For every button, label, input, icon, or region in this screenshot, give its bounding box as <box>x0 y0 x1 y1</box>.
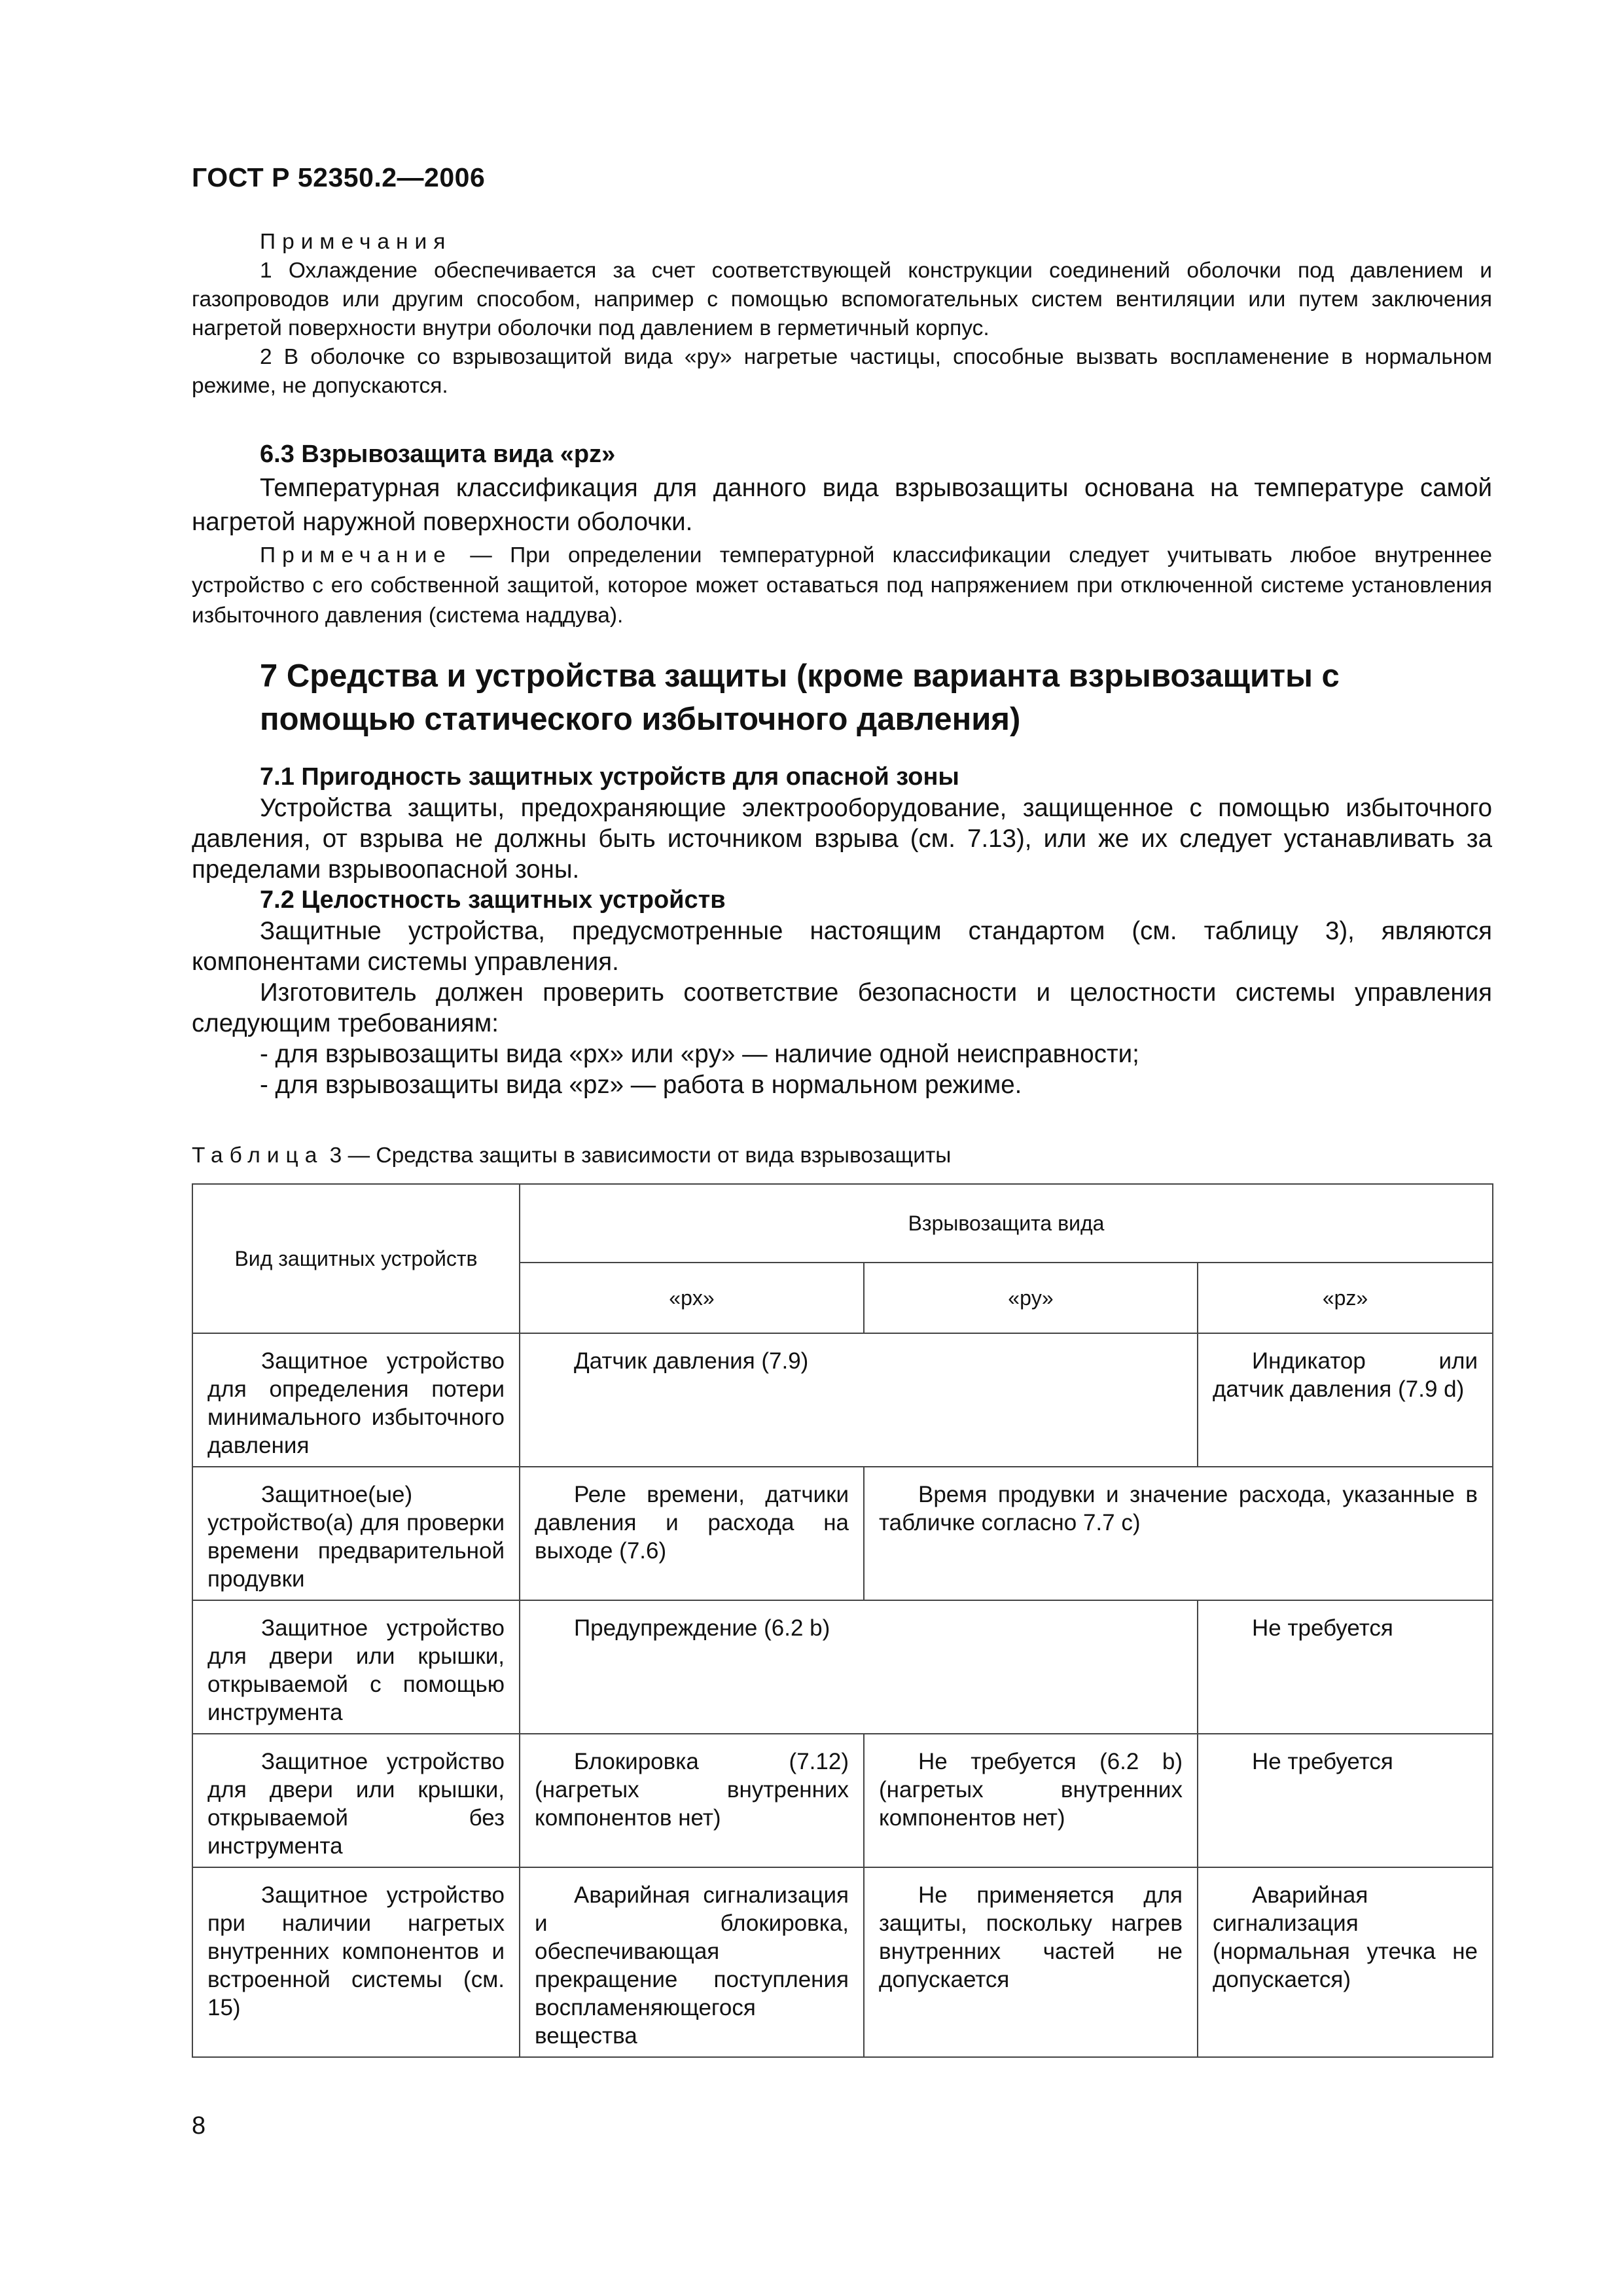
section-heading: 7.1 Пригодность защитных устройств для опасной зоны <box>260 763 959 791</box>
section-paragraph: Устройства защиты, предохраняющие электрооборудование, защищенное с помощью избыточного давления, от взрыва не должны быть источником взрыва (см. 7.13), или же их следует устанавливать за пределами взрывоопасной зоны. <box>192 794 1492 884</box>
caption-text: 3 — Средства защиты в зависимости от вида взрывозащиты <box>323 1143 952 1168</box>
value-cell: Не применяется для защиты, поскольку нагрев внутренних частей не допускается <box>864 1867 1198 2057</box>
section-6-3 <box>192 437 1492 539</box>
note-item: 2 В оболочке со взрывозащитой вида «py» нагретые частицы, способные вызвать воспламенение в нормальном режиме, не допускаются. <box>192 345 1492 398</box>
column-header-device: Вид защитных устройств <box>192 1184 520 1333</box>
protection-table <box>192 1183 1493 2058</box>
table-caption <box>192 1143 951 1168</box>
note-item: 1 Охлаждение обеспечивается за счет соответствующей конструкции соединений оболочки под давлением и газопроводов или другим способом, например с помощью вспомогательных систем вентиляции или путем заключения нагретой поверхности внутри оболочки под давлением в герметичный корпус. <box>192 259 1492 340</box>
notes-title: Примечания <box>260 230 452 254</box>
column-header-py: «py» <box>864 1263 1198 1333</box>
value-cell: Не требуется (6.2 b) (нагретых внутренних компонентов нет) <box>864 1734 1198 1867</box>
device-cell: Защитное(ые) устройство(а) для проверки времени предварительной продувки <box>192 1467 520 1600</box>
section-heading: 6.3 Взрывозащита вида «pz» <box>260 440 616 468</box>
section-heading: 7.2 Целостность защитных устройств <box>260 886 726 914</box>
value-cell: Не требуется <box>1198 1600 1493 1734</box>
table-row <box>192 1600 1493 1734</box>
section-paragraph: Изготовитель должен проверить соответствие безопасности и целостности системы управления следующим требованиям: <box>192 978 1492 1037</box>
section-7-body <box>192 762 1492 1100</box>
value-cell: Блокировка (7.12) (нагретых внутренних компонентов нет) <box>520 1734 864 1867</box>
device-cell: Защитное устройство при наличии нагретых внутренних компонентов и встроенной системы (см. 15) <box>192 1867 520 2057</box>
note-text: — При определении температурной классификации следует учитывать любое внутреннее устройство с его собственной защитой, которое может оставаться под напряжением при отключенной системе установления избыточного давления (система наддува). <box>192 543 1492 628</box>
list-item: - для взрывозащиты вида «px» или «py» — наличие одной неисправности; <box>260 1040 1139 1068</box>
table-row <box>192 1333 1493 1467</box>
device-cell: Защитное устройство для определения потери минимального избыточного давления <box>192 1333 520 1467</box>
value-cell: Аварийная сигнализация (нормальная утечка не допускается) <box>1198 1867 1493 2057</box>
table-row <box>192 1867 1493 2057</box>
section-paragraph: Защитные устройства, предусмотренные настоящим стандартом (см. таблицу 3), являются компонентами системы управления. <box>192 917 1492 976</box>
value-cell: Предупреждение (6.2 b) <box>520 1600 1198 1734</box>
column-group-header: Взрывозащита вида <box>520 1184 1493 1263</box>
value-cell: Аварийная сигнализация и блокировка, обеспечивающая прекращение поступления воспламеняющегося вещества <box>520 1867 864 2057</box>
value-cell: Время продувки и значение расхода, указанные в табличке согласно 7.7 c) <box>864 1467 1493 1600</box>
value-cell: Не требуется <box>1198 1734 1493 1867</box>
device-cell: Защитное устройство для двери или крышки, открываемой с помощью инструмента <box>192 1600 520 1734</box>
notes-block <box>192 228 1492 401</box>
value-cell: Индикатор или датчик давления (7.9 d) <box>1198 1333 1493 1467</box>
document-header: ГОСТ Р 52350.2—2006 <box>192 162 486 192</box>
section-7-heading: 7 Средства и устройства защиты (кроме варианта взрывозащиты с помощью статического избыточного давления) <box>260 658 1340 737</box>
table-row <box>192 1734 1493 1867</box>
caption-label: Таблица <box>192 1143 324 1168</box>
device-cell: Защитное устройство для двери или крышки, открываемой без инструмента <box>192 1734 520 1867</box>
column-header-pz: «pz» <box>1198 1263 1493 1333</box>
section-note <box>192 541 1492 631</box>
table-row <box>192 1467 1493 1600</box>
note-label: Примечание <box>260 543 452 567</box>
section-paragraph: Температурная классификация для данного вида взрывозащиты основана на температуре самой нагретой наружной поверхности оболочки. <box>192 474 1492 536</box>
list-item: - для взрывозащиты вида «pz» — работа в нормальном режиме. <box>260 1071 1022 1099</box>
value-cell: Реле времени, датчики давления и расхода на выходе (7.6) <box>520 1467 864 1600</box>
column-header-px: «px» <box>520 1263 864 1333</box>
page-number: 8 <box>192 2112 206 2140</box>
value-cell: Датчик давления (7.9) <box>520 1333 1198 1467</box>
